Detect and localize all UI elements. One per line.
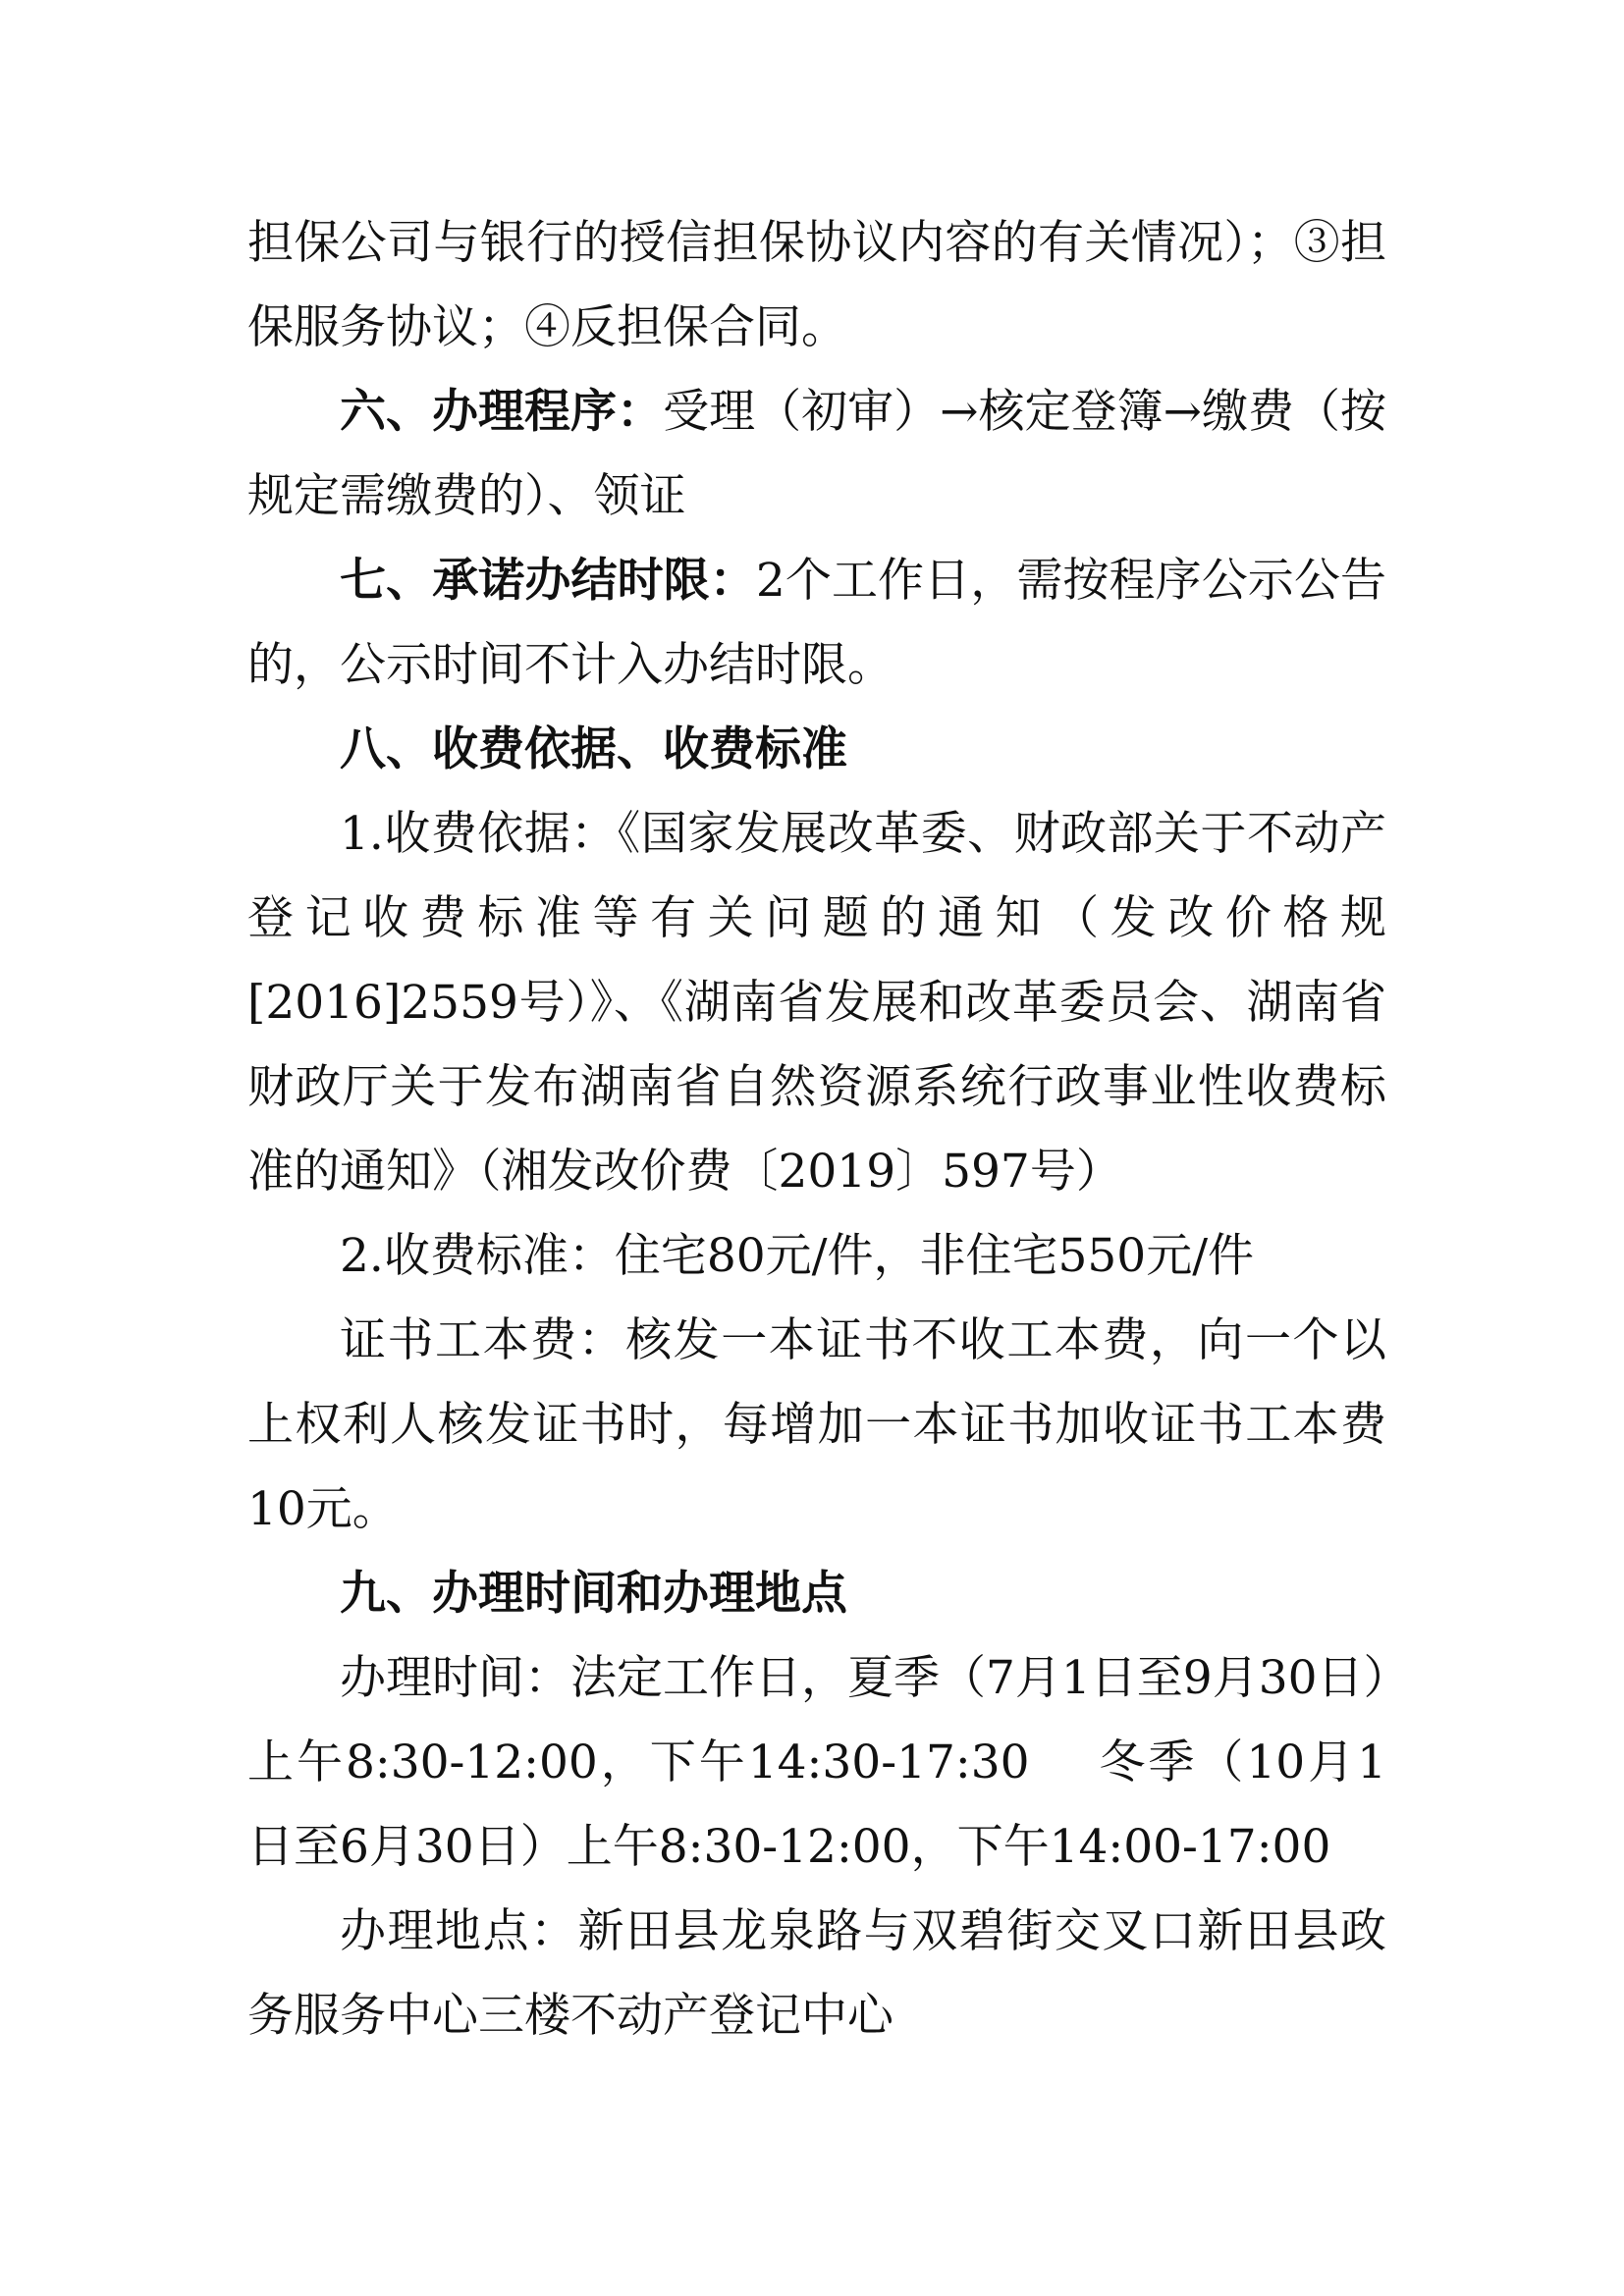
fee-standard-paragraph: 2.收费标准：住宅80元/件，非住宅550元/件 bbox=[340, 1229, 1255, 1283]
section-procedure-text: 受理（初审）→核定登簿→缴费（按规定需缴费的）、领证 bbox=[247, 385, 1386, 523]
section-hours-location-heading: 九、办理时间和办理地点 bbox=[340, 1567, 847, 1621]
office-location-paragraph: 办理地点：新田县龙泉路与双碧街交叉口新田县政务服务中心三楼不动产登记中心 bbox=[247, 1904, 1386, 2043]
continuation-paragraph: 担保公司与银行的授信担保协议内容的有关情况）；③担保服务协议；④反担保合同。 bbox=[247, 216, 1386, 354]
document-body bbox=[247, 201, 1386, 2058]
section-fee-heading: 八、收费依据、收费标准 bbox=[340, 722, 847, 776]
office-hours-paragraph: 办理时间：法定工作日，夏季（7月1日至9月30日）上午8:30-12:00，下午14:30-17:30 冬季（10月1日至6月30日）上午8:30-12:00，下午14:00-17:00 bbox=[247, 1651, 1387, 1874]
fee-basis-paragraph: 1.收费依据：《国家发展改革委、财政部关于不动产登记收费标准等有关问题的通知（发改价格规[2016]2559号）》、《湖南省发展和改革委员会、湖南省财政厅关于发布湖南省自然资源系统行政事业性收费标准的通知》（湘发改价费〔2019〕597号） bbox=[247, 807, 1386, 1199]
section-time-limit bbox=[247, 539, 1386, 708]
section-time-limit-label: 七、承诺办结时限： bbox=[340, 554, 756, 608]
certificate-fee-paragraph: 证书工本费：核发一本证书不收工本费，向一个以上权利人核发证书时，每增加一本证书加收证书工本费10元。 bbox=[247, 1313, 1386, 1536]
section-procedure bbox=[247, 370, 1386, 539]
section-time-limit-text: 2个工作日，需按程序公示公告的，公示时间不计入办结时限。 bbox=[247, 554, 1386, 692]
section-procedure-label: 六、办理程序： bbox=[340, 385, 664, 439]
